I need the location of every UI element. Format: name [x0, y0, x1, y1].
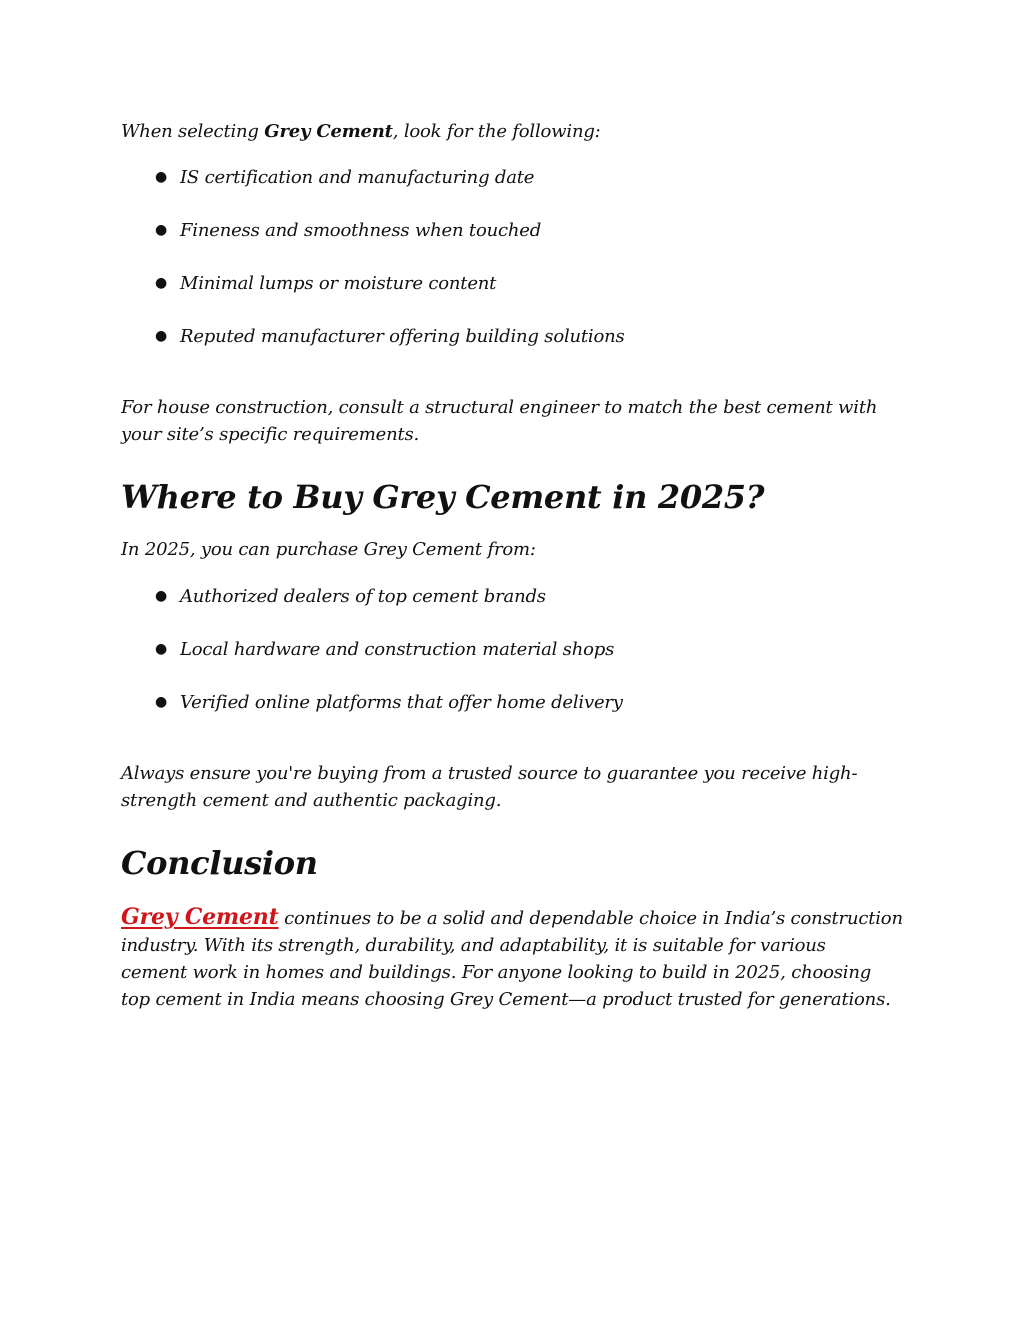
- conclusion-line: cement work in homes and buildings. For anyone looking to build in 2025, choosing: [121, 962, 872, 983]
- bullet-icon: ●: [155, 641, 168, 657]
- conclusion-line: [121, 904, 911, 932]
- list-item: [121, 270, 911, 297]
- list-item: [121, 164, 911, 191]
- bullet-icon: ●: [155, 588, 168, 604]
- selection-intro: [121, 118, 601, 145]
- conclusion-heading: Conclusion: [121, 844, 318, 882]
- purchase-sources-list: [121, 583, 911, 742]
- construction-note-line: your site’s specific requirements.: [121, 424, 420, 445]
- list-item: [121, 689, 911, 716]
- selection-intro-bold: Grey Cement: [264, 121, 393, 142]
- bullet-icon: ●: [155, 169, 168, 185]
- selection-intro-suffix: , look for the following:: [392, 121, 601, 142]
- list-item: [121, 323, 911, 350]
- where-to-buy-heading: Where to Buy Grey Cement in 2025?: [121, 478, 765, 516]
- conclusion-line-text: continues to be a solid and dependable choice in India’s construction: [278, 908, 903, 929]
- where-to-buy-intro: In 2025, you can purchase Grey Cement from:: [121, 539, 536, 560]
- conclusion-line: industry. With its strength, durability, and adaptability, it is suitable for various: [121, 935, 826, 956]
- selection-criteria-list: [121, 164, 911, 376]
- list-item: [121, 583, 911, 610]
- list-item-text: Minimal lumps or moisture content: [180, 273, 497, 294]
- bullet-icon: ●: [155, 222, 168, 238]
- list-item-text: IS certification and manufacturing date: [180, 167, 535, 188]
- list-item-text: Fineness and smoothness when touched: [180, 220, 542, 241]
- construction-note-line: For house construction, consult a structural engineer to match the best cement with: [121, 397, 878, 418]
- bullet-icon: ●: [155, 328, 168, 344]
- list-item-text: Local hardware and construction material shops: [180, 639, 615, 660]
- trusted-source-note: [121, 760, 911, 814]
- bullet-icon: ●: [155, 275, 168, 291]
- selection-intro-prefix: When selecting: [121, 121, 265, 142]
- grey-cement-link[interactable]: Grey Cement: [121, 904, 279, 930]
- list-item-text: Verified online platforms that offer home delivery: [180, 692, 623, 713]
- conclusion-line: top cement in India means choosing Grey Cement—a product trusted for generations.: [121, 989, 891, 1010]
- trusted-source-note-line: strength cement and authentic packaging.: [121, 790, 502, 811]
- list-item: [121, 217, 911, 244]
- list-item-text: Reputed manufacturer offering building solutions: [180, 326, 625, 347]
- list-item: [121, 636, 911, 663]
- list-item-text: Authorized dealers of top cement brands: [180, 586, 546, 607]
- construction-note: [121, 394, 911, 448]
- trusted-source-note-line: Always ensure you're buying from a trusted source to guarantee you receive high-: [121, 763, 858, 784]
- conclusion-paragraph: [121, 904, 911, 1013]
- bullet-icon: ●: [155, 694, 168, 710]
